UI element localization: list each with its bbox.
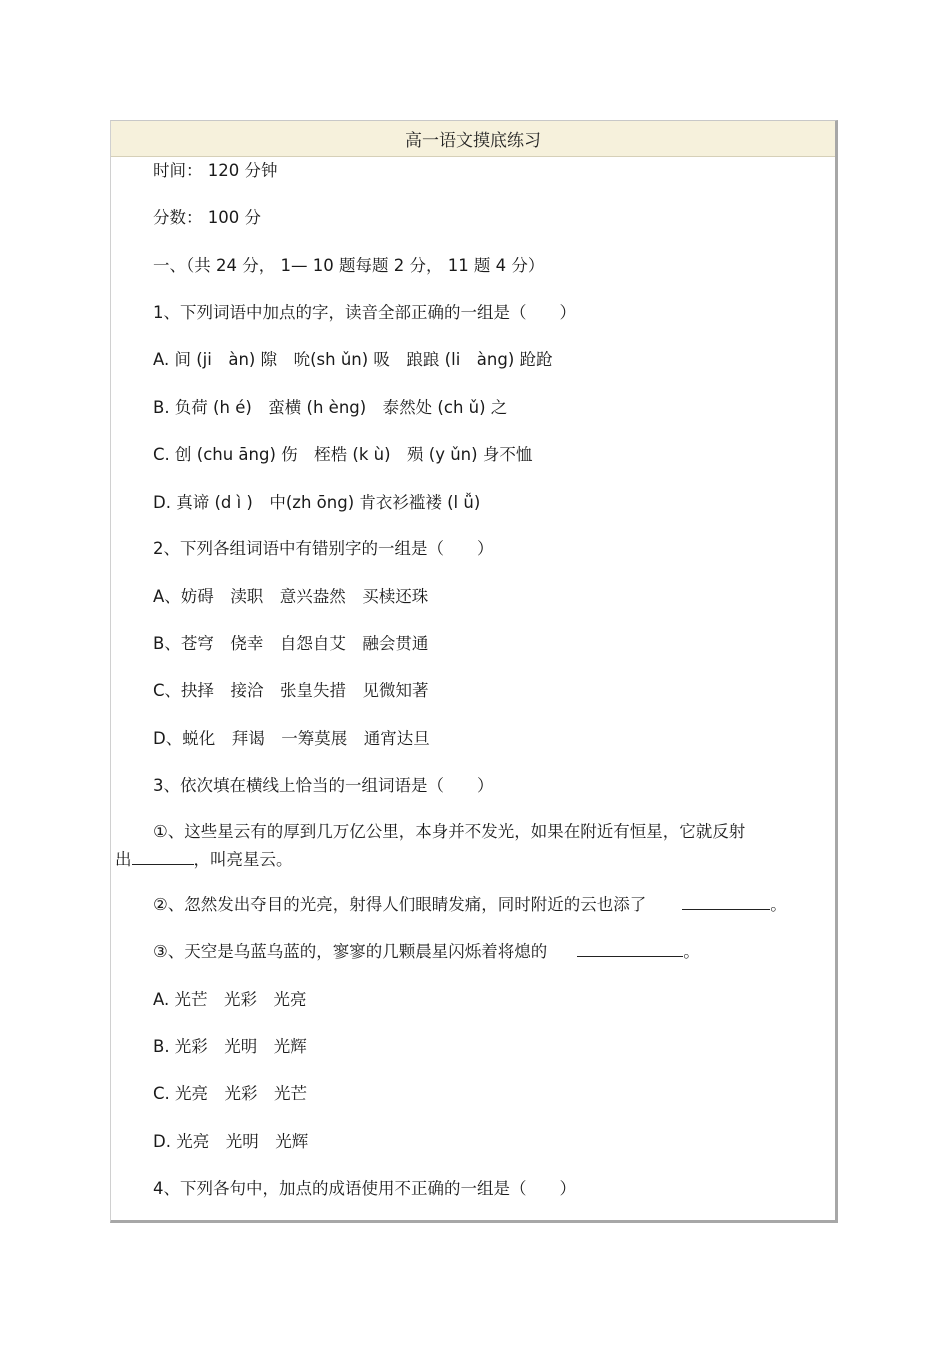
score-line: 分数： 100 分 (153, 208, 261, 227)
q3-s1-prefix: 出 (115, 850, 132, 869)
q3-s1-text: ①、这些星云有的厚到几万亿公里，本身并不发光，如果在附近有恒星，它就反射 (153, 822, 746, 841)
q1-option-b: B. 负荷 (h é) 蛮横 (h èng) 泰然处 (ch ǔ) 之 (153, 398, 508, 417)
q1-option-c: C. 创 (chu āng) 伤 桎梏 (k ù) 殒 (y ǔn) 身不恤 (153, 445, 533, 464)
q2-option-a: A、妨碍 渎职 意兴盎然 买椟还珠 (153, 587, 429, 606)
q3-s3-text: ③、天空是乌蓝乌蓝的，寥寥的几颗晨星闪烁着将熄的 (153, 942, 548, 961)
question-3: 3、依次填在横线上恰当的一组词语是（ ） (153, 776, 494, 795)
q3-sentence-1 (115, 818, 815, 874)
question-4: 4、下列各句中，加点的成语使用不正确的一组是（ ） (153, 1179, 576, 1198)
q3-option-b: B. 光彩 光明 光辉 (153, 1037, 307, 1056)
time-line: 时间： 120 分钟 (153, 161, 278, 180)
q3-s2-text: ②、忽然发出夺目的光亮，射得人们眼睛发痛，同时附近的云也添了 (153, 895, 647, 914)
q3-sentence-2 (153, 895, 787, 915)
q3-option-d: D. 光亮 光明 光辉 (153, 1132, 309, 1151)
q3-blank-3 (577, 942, 683, 957)
q3-s3-period: 。 (683, 942, 700, 961)
q3-blank-1 (132, 850, 194, 865)
section-heading: 一、（共 24 分， 1— 10 题每题 2 分， 11 题 4 分） (153, 256, 545, 275)
q1-option-d: D. 真谛 (d ì ) 中(zh ōng) 肯衣衫褴褛 (l ǚ) (153, 493, 481, 512)
q3-s1-suffix: ，叫亮星云。 (193, 850, 293, 869)
question-2: 2、下列各组词语中有错别字的一组是（ ） (153, 539, 494, 558)
doc-title: 高一语文摸底练习 (405, 131, 541, 151)
title-bar (111, 121, 835, 157)
q2-option-b: B、苍穹 侥幸 自怨自艾 融会贯通 (153, 634, 429, 653)
question-1: 1、下列词语中加点的字，读音全部正确的一组是（ ） (153, 303, 576, 322)
q3-s1-end (115, 846, 815, 874)
q2-option-c: C、抉择 接洽 张皇失措 见微知著 (153, 681, 429, 700)
q2-option-d: D、蜕化 拜谒 一筹莫展 通宵达旦 (153, 729, 430, 748)
q3-blank-2 (682, 895, 770, 910)
q1-option-a: A. 间 (ji àn) 隙 吮(sh ǔn) 吸 踉踉 (li àng) 跄跄 (153, 350, 553, 369)
q3-s2-period: 。 (770, 895, 787, 914)
q3-sentence-3 (153, 942, 700, 962)
exam-frame (110, 120, 838, 1223)
q3-option-c: C. 光亮 光彩 光芒 (153, 1084, 308, 1103)
q3-option-a: A. 光芒 光彩 光亮 (153, 990, 307, 1009)
